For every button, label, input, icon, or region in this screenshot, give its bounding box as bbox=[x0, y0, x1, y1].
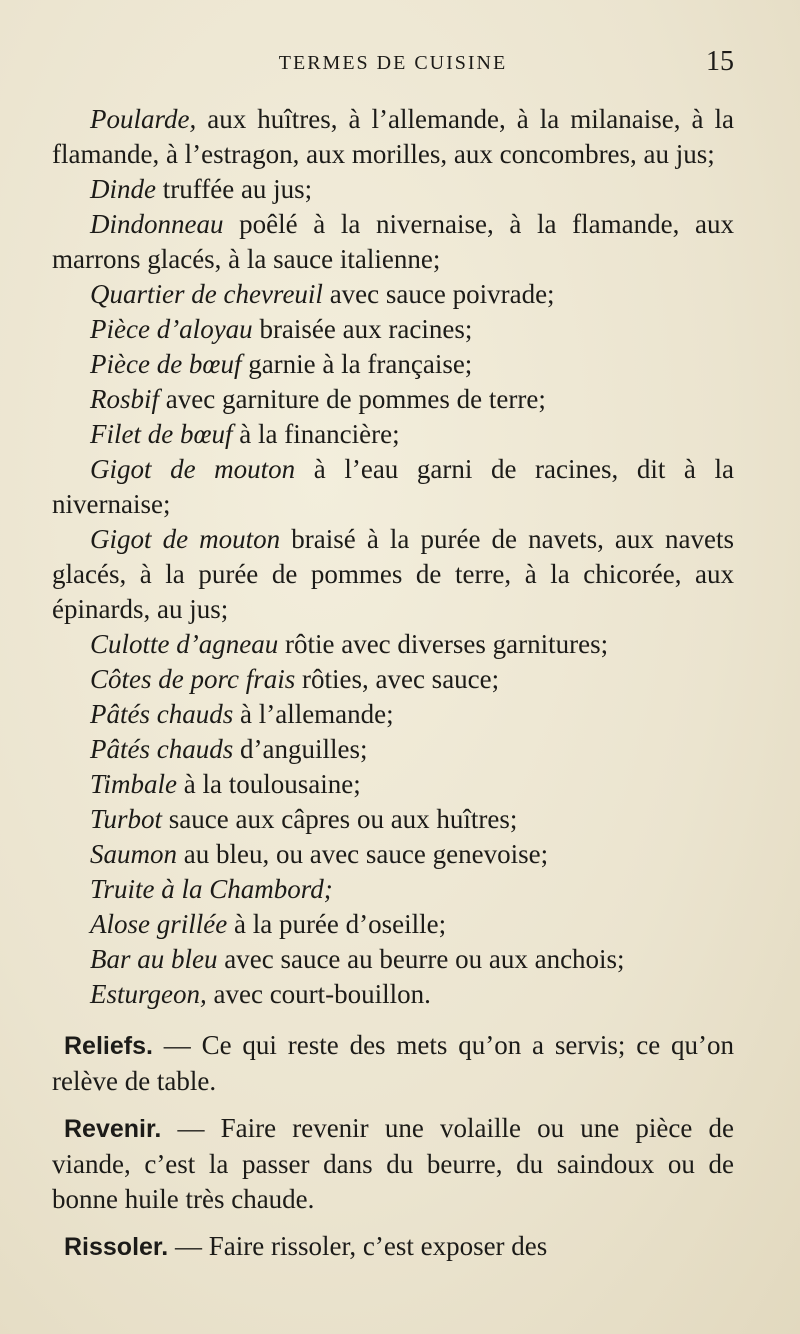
menu-entry bbox=[52, 872, 734, 907]
menu-entry bbox=[52, 452, 734, 522]
menu-entry bbox=[52, 277, 734, 312]
menu-entry bbox=[52, 942, 734, 977]
definition-text: — Ce qui reste des mets qu’on a servis; ce qu’on relève de table. bbox=[52, 1030, 734, 1096]
entry-term: Poularde, bbox=[90, 104, 197, 134]
entry-text: truffée au jus; bbox=[155, 174, 313, 204]
entry-term: Truite à la Chambord; bbox=[90, 874, 333, 904]
entry-term: Pièce d’aloyau bbox=[90, 314, 253, 344]
definition-text: — Faire rissoler, c’est exposer des bbox=[168, 1231, 548, 1261]
page-number: 15 bbox=[706, 46, 734, 77]
running-head: TERMES DE CUISINE bbox=[278, 52, 508, 74]
menu-entry bbox=[52, 767, 734, 802]
menu-entry bbox=[52, 102, 734, 172]
entry-text: avec sauce poivrade; bbox=[322, 279, 555, 309]
entry-term: Gigot de mouton bbox=[90, 524, 281, 554]
entry-text: poêlé à la nivernaise, à la flamande, aux marrons glacés, à la sauce italienne; bbox=[52, 209, 734, 274]
menu-entry bbox=[52, 837, 734, 872]
entry-text: rôties, avec sauce; bbox=[295, 664, 500, 694]
entry-term: Turbot bbox=[90, 804, 163, 834]
entry-text: au bleu, ou avec sauce genevoise; bbox=[177, 839, 549, 869]
entry-text: garnie à la française; bbox=[241, 349, 473, 379]
definition-paragraph bbox=[52, 1028, 734, 1099]
entry-term: Côtes de porc frais bbox=[90, 664, 296, 694]
menu-entry bbox=[52, 417, 734, 452]
menu-entry bbox=[52, 697, 734, 732]
definition-paragraph bbox=[52, 1111, 734, 1217]
entry-text: braisé à la purée de navets, aux navets glacés, à la purée de pommes de terre, à la chicorée, aux épinards, au jus; bbox=[52, 524, 734, 624]
entry-term: Dinde bbox=[90, 174, 156, 204]
entry-text: à la toulousaine; bbox=[177, 769, 361, 799]
menu-entry bbox=[52, 207, 734, 277]
definition-headword: Revenir. bbox=[64, 1115, 162, 1143]
menu-entry bbox=[52, 382, 734, 417]
entry-term: Gigot de mouton bbox=[90, 454, 296, 484]
entry-term: Bar au bleu bbox=[90, 944, 218, 974]
menu-entry bbox=[52, 732, 734, 767]
entry-term: Pièce de bœuf bbox=[90, 349, 242, 379]
menu-entry bbox=[52, 662, 734, 697]
entry-term: Esturgeon, bbox=[90, 979, 207, 1009]
entry-text: d’anguilles; bbox=[233, 734, 368, 764]
menu-entry bbox=[52, 522, 734, 627]
menu-entry bbox=[52, 907, 734, 942]
entry-text: sauce aux câpres ou aux huîtres; bbox=[162, 804, 518, 834]
entry-text: à la purée d’oseille; bbox=[227, 909, 447, 939]
entry-text: rôtie avec diverses garnitures; bbox=[278, 629, 609, 659]
menu-entry bbox=[52, 312, 734, 347]
entry-term: Quartier de chevreuil bbox=[90, 279, 323, 309]
entry-term: Culotte d’agneau bbox=[90, 629, 279, 659]
entry-term: Rosbif bbox=[90, 384, 160, 414]
entry-text: à l’eau garni de racines, dit à la nivernaise; bbox=[52, 454, 734, 519]
definition-text: — Faire revenir une volaille ou une pièce de viande, c’est la passer dans du beurre, du saindoux ou de bonne huile très chaude. bbox=[52, 1113, 734, 1214]
menu-entries bbox=[52, 102, 734, 1012]
entry-text: avec court-bouillon. bbox=[206, 979, 431, 1009]
definition-headword: Reliefs. bbox=[64, 1032, 153, 1060]
entry-text: aux huîtres, à l’allemande, à la milanaise, à la flamande, à l’estragon, aux morilles, aux concombres, au jus; bbox=[52, 104, 734, 169]
menu-entry bbox=[52, 347, 734, 382]
definition-paragraph bbox=[52, 1229, 734, 1265]
entry-term: Alose grillée bbox=[90, 909, 228, 939]
entry-term: Filet de bœuf bbox=[90, 419, 233, 449]
definition-headword: Rissoler. bbox=[64, 1233, 169, 1261]
entry-text: avec garniture de pommes de terre; bbox=[159, 384, 546, 414]
menu-entry bbox=[52, 977, 734, 1012]
menu-entry bbox=[52, 802, 734, 837]
entry-text: avec sauce au beurre ou aux anchois; bbox=[217, 944, 625, 974]
menu-entry bbox=[52, 627, 734, 662]
page-header bbox=[52, 46, 734, 80]
entry-term: Saumon bbox=[90, 839, 177, 869]
entry-term: Dindonneau bbox=[90, 209, 224, 239]
entry-text: à la financière; bbox=[232, 419, 400, 449]
entry-term: Pâtés chauds bbox=[90, 699, 234, 729]
menu-entry bbox=[52, 172, 734, 207]
definitions bbox=[52, 1028, 734, 1265]
entry-text: à l’allemande; bbox=[233, 699, 394, 729]
entry-term: Pâtés chauds bbox=[90, 734, 234, 764]
entry-term: Timbale bbox=[90, 769, 178, 799]
entry-text: braisée aux racines; bbox=[252, 314, 473, 344]
